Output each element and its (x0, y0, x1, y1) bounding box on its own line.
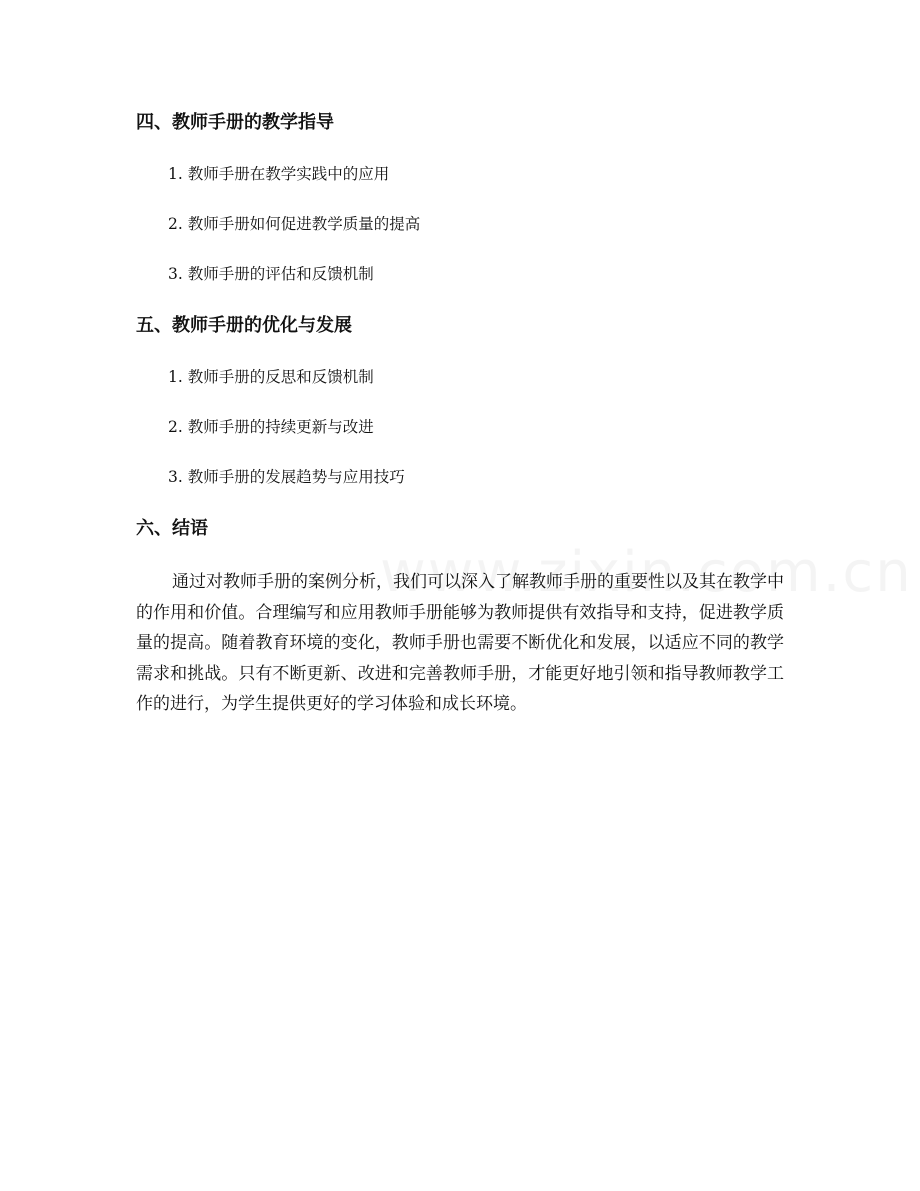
section-heading-5: 五、教师手册的优化与发展 (136, 315, 352, 336)
list-item: 1. 教师手册的反思和反馈机制 (168, 368, 374, 386)
list-item: 3. 教师手册的评估和反馈机制 (168, 265, 374, 283)
section-heading-4: 四、教师手册的教学指导 (136, 112, 334, 133)
list-item: 3. 教师手册的发展趋势与应用技巧 (168, 468, 405, 486)
list-item: 1. 教师手册在教学实践中的应用 (168, 165, 390, 183)
list-item: 2. 教师手册如何促进教学质量的提高 (168, 215, 421, 233)
section-heading-6: 六、结语 (136, 518, 208, 539)
list-item: 2. 教师手册的持续更新与改进 (168, 418, 374, 436)
conclusion-paragraph: 通过对教师手册的案例分析，我们可以深入了解教师手册的重要性以及其在教学中的作用和价值。合理编写和应用教师手册能够为教师提供有效指导和支持，促进教学质量的提高。随着教育环境的变化，教师手册也需要不断优化和发展，以适应不同的教学需求和挑战。只有不断更新、改进和完善教师手册，才能更好地引领和指导教师教学工作的进行，为学生提供更好的学习体验和成长环境。 (136, 572, 784, 714)
